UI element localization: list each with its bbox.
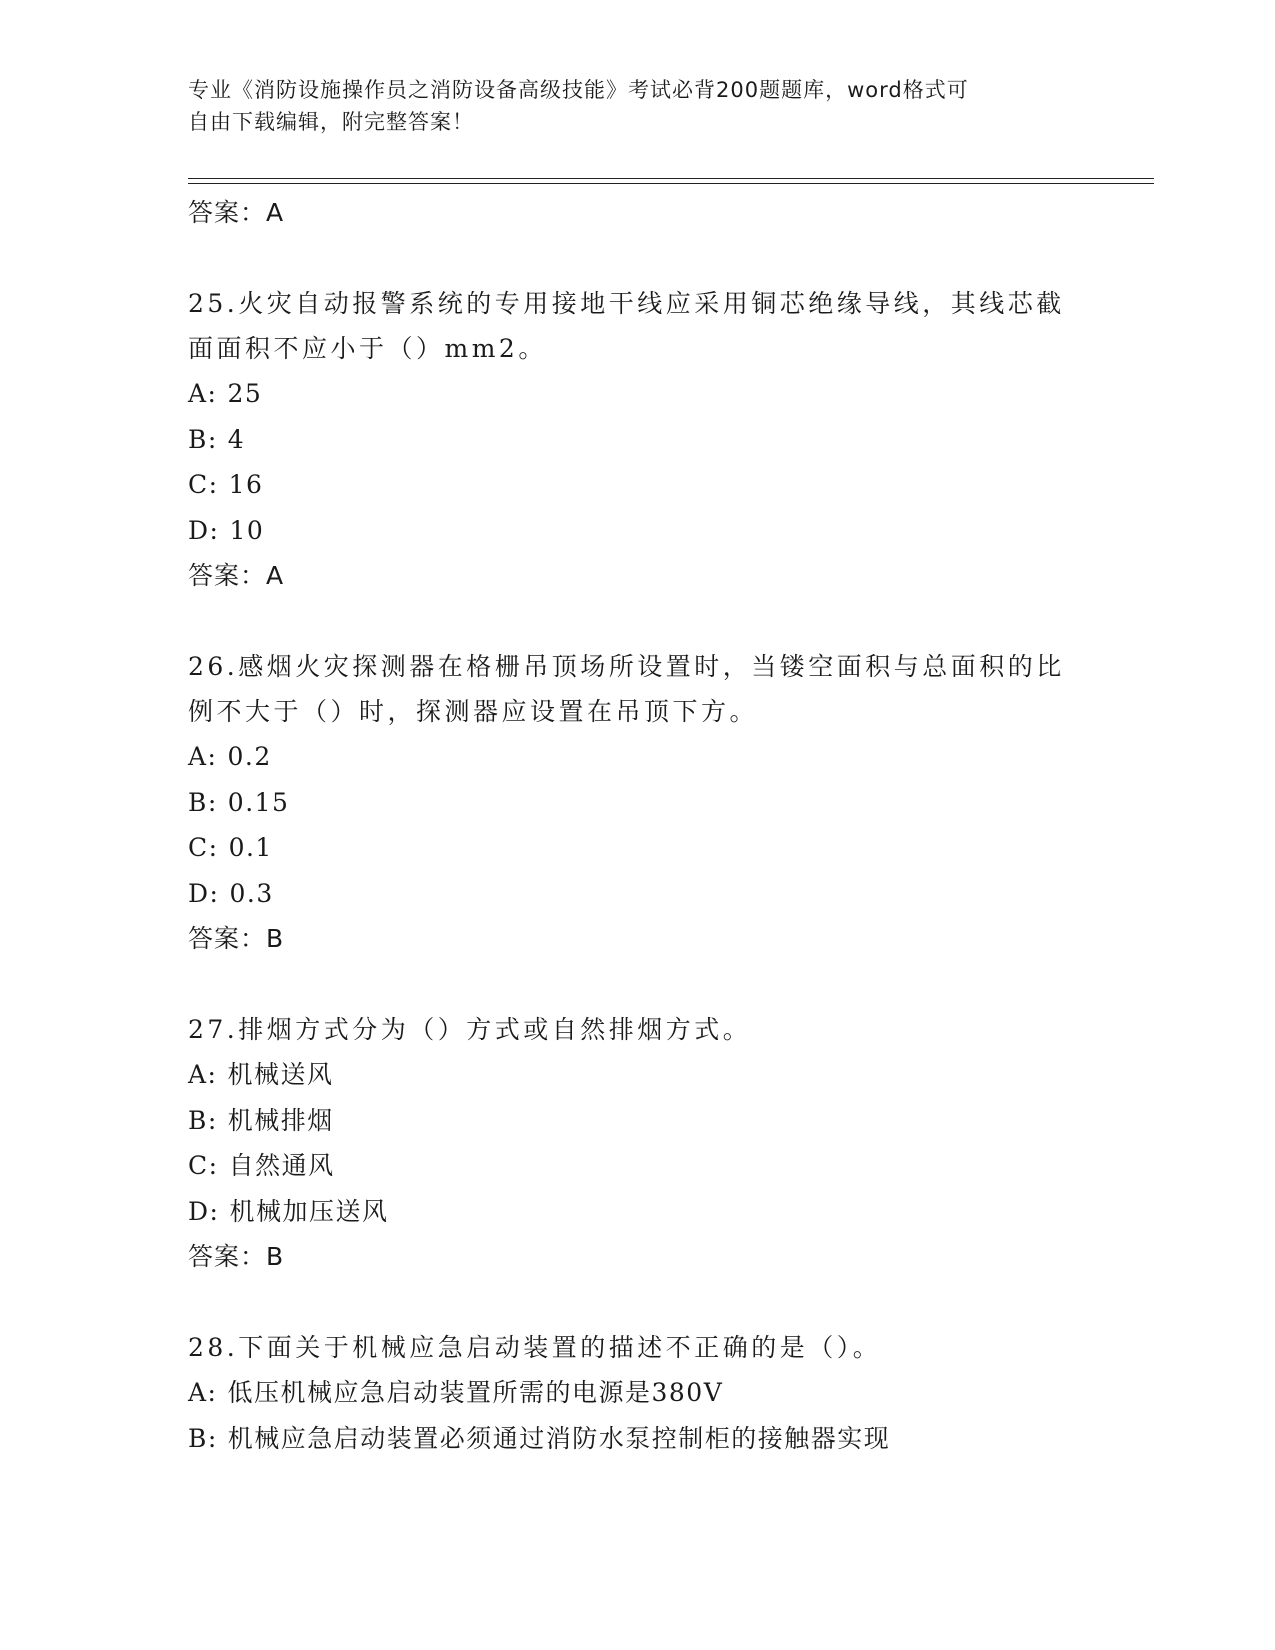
- option-letter: A:: [188, 1378, 218, 1407]
- header-line-1: 专业《消防设施操作员之消防设备高级技能》考试必背200题题库，word格式可: [188, 78, 969, 102]
- option-a: [188, 371, 1088, 417]
- option-text: 4: [227, 424, 246, 454]
- option-d: [188, 1189, 1088, 1235]
- option-c: [188, 825, 1088, 871]
- option-text: 机械加压送风: [229, 1196, 389, 1226]
- option-text: 16: [228, 470, 264, 499]
- question-26: [188, 644, 1088, 961]
- document-header: [188, 74, 1088, 138]
- question-text-line-1: 25.火灾自动报警系统的专用接地干线应采用铜芯绝缘导线，其线芯截: [188, 289, 1065, 318]
- header-divider-bottom: [188, 183, 1154, 184]
- option-text: 0.15: [227, 787, 290, 817]
- option-letter: C:: [188, 833, 219, 862]
- previous-question-answer: 答案：A: [188, 198, 285, 227]
- question-text-line-2: 例不大于（）时，探测器应设置在吊顶下方。: [188, 697, 759, 726]
- answer-line: 答案：A: [188, 561, 285, 590]
- option-letter: D:: [188, 1196, 220, 1226]
- question-27: [188, 1007, 1088, 1279]
- option-letter: A:: [188, 742, 218, 771]
- option-b: [188, 1098, 1088, 1144]
- option-letter: C:: [188, 1151, 219, 1180]
- question-text-line-1: 26.感烟火灾探测器在格栅吊顶场所设置时，当镂空面积与总面积的比: [188, 652, 1065, 681]
- option-a: [188, 1370, 1088, 1416]
- option-text: 机械排烟: [227, 1105, 334, 1135]
- option-text: 0.1: [228, 833, 273, 862]
- option-letter: B:: [188, 424, 218, 454]
- header-divider-top: [188, 178, 1154, 179]
- option-text: 0.3: [229, 878, 274, 908]
- option-text: 机械送风: [227, 1060, 334, 1089]
- option-letter: B:: [188, 1105, 218, 1135]
- question-text-line-2: 面面积不应小于（）mm2。: [188, 334, 547, 363]
- option-a: [188, 1052, 1088, 1098]
- answer-line: 答案：B: [188, 924, 285, 953]
- option-c: [188, 462, 1088, 508]
- question-text-line-1: 28.下面关于机械应急启动装置的描述不正确的是（）。: [188, 1333, 882, 1362]
- header-line-2: 自由下载编辑，附完整答案！: [188, 110, 474, 134]
- option-b: [188, 417, 1088, 463]
- option-d: [188, 871, 1088, 917]
- option-text: 10: [229, 515, 265, 545]
- question-text-line-1: 27.排烟方式分为（）方式或自然排烟方式。: [188, 1015, 752, 1044]
- option-text: 25: [227, 379, 263, 408]
- option-b: [188, 1416, 1088, 1462]
- option-letter: B:: [188, 787, 218, 817]
- document-body: [188, 190, 1088, 1461]
- option-text: 0.2: [227, 742, 272, 771]
- option-letter: D:: [188, 878, 220, 908]
- option-letter: A:: [188, 1060, 218, 1089]
- question-28: [188, 1325, 1088, 1461]
- option-letter: B:: [188, 1423, 218, 1453]
- option-b: [188, 780, 1088, 826]
- option-d: [188, 508, 1088, 554]
- option-c: [188, 1143, 1088, 1189]
- option-text: 自然通风: [228, 1151, 335, 1180]
- option-letter: A:: [188, 379, 218, 408]
- option-letter: C:: [188, 470, 219, 499]
- option-a: [188, 734, 1088, 780]
- option-text: 低压机械应急启动装置所需的电源是380V: [227, 1378, 724, 1407]
- option-text: 机械应急启动装置必须通过消防水泵控制柜的接触器实现: [227, 1423, 891, 1453]
- answer-line: 答案：B: [188, 1242, 285, 1271]
- option-letter: D:: [188, 515, 220, 545]
- question-25: [188, 281, 1088, 598]
